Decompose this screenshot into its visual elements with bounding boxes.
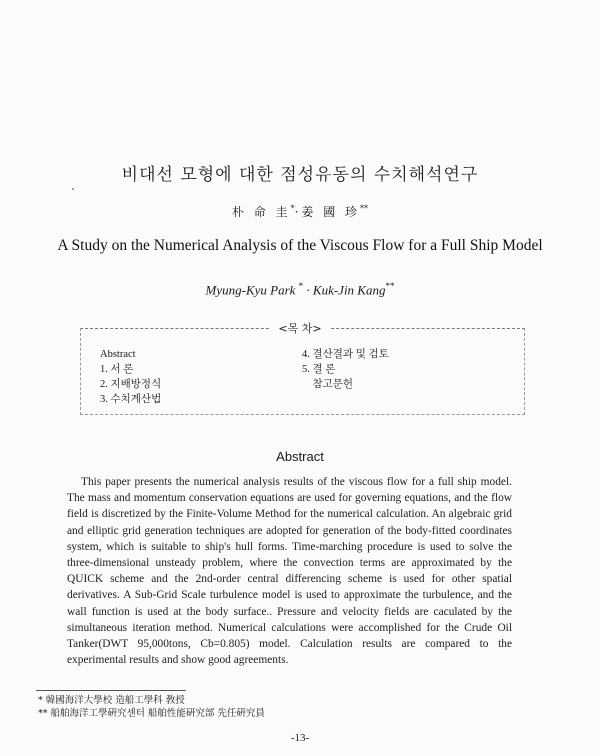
korean-author-2: 姜 國 珍 xyxy=(301,205,361,219)
english-author-1: Myung-Kyu Park xyxy=(205,282,296,298)
toc-item-introduction: 1. 서 론 xyxy=(100,364,134,375)
abstract-body xyxy=(67,474,512,668)
toc-item-references: 참고문헌 xyxy=(302,379,354,390)
english-authors xyxy=(0,281,600,298)
english-author-2: Kuk-Jin Kang xyxy=(312,282,386,298)
english-title: A Study on the Numerical Analysis of the Viscous Flow for a Full Ship Model xyxy=(57,237,543,254)
toc-item-abstract: Abstract xyxy=(100,349,136,360)
footnotes xyxy=(38,694,265,720)
korean-title: 비대선 모형에 대한 점성유동의 수치해석연구 xyxy=(121,165,479,185)
english-author-separator: · xyxy=(306,282,310,298)
korean-author-1: 朴 命 圭 xyxy=(231,205,291,219)
abstract-paragraph: This paper presents the numerical analysis results of the viscous flow for a full ship model. The mass and momentum conservation equations are used for governing equations, and the flow field is discretized by the Finite-Volume Method for the numerical calculation. An algebraic grid and elliptic grid generation techniques are adopted for generation of the body-fitted coordinates system, which is suitable to ship's hull forms. Time-marching procedure is used to solve the three-dimensional unsteady problem, where the convection terms are approximated by the QUICK scheme and the 2nd-order central differencing scheme is used for other spatial derivatives. A Sub-Grid Scale turbulence model is used to approximate the turbulence, and the wall function is used at the body surface.. Pressure and velocity fields are caculated by the simultaneous iteration method. Numerical calculations were accomplished for the Crude Oil Tanker(DWT 95,000tons, Cb=0.805) model. Calculation results are compared to the experimental results and show good agreements. xyxy=(67,476,512,667)
korean-author-2-mark: ** xyxy=(360,204,369,213)
english-author-1-mark: * xyxy=(298,281,304,291)
toc-left-column xyxy=(100,347,161,407)
footnote-2: ** 船舶海洋工學硏究센터 船舶性能硏究部 先任硏究員 xyxy=(38,708,265,719)
toc-right-column xyxy=(302,347,389,392)
abstract-heading: Abstract xyxy=(276,449,324,464)
toc-heading: <목 차> xyxy=(0,320,600,336)
toc-item-conclusion: 5. 결 론 xyxy=(302,364,336,375)
english-author-2-mark: ** xyxy=(385,281,395,291)
footnote-1: * 韓國海洋大學校 造船工學科 敎授 xyxy=(38,695,185,706)
toc-item-governing-equations: 2. 지배방정식 xyxy=(100,379,162,390)
toc-item-numerical-method: 3. 수치계산법 xyxy=(100,394,162,405)
korean-authors xyxy=(0,203,600,220)
toc-item-results: 4. 결산결과 및 검토 xyxy=(302,349,389,360)
korean-author-1-mark: * xyxy=(290,204,295,213)
korean-author-separator: · xyxy=(294,205,302,219)
page-number: -13- xyxy=(290,732,310,744)
footnote-divider xyxy=(36,690,186,691)
scan-speck xyxy=(72,188,74,190)
